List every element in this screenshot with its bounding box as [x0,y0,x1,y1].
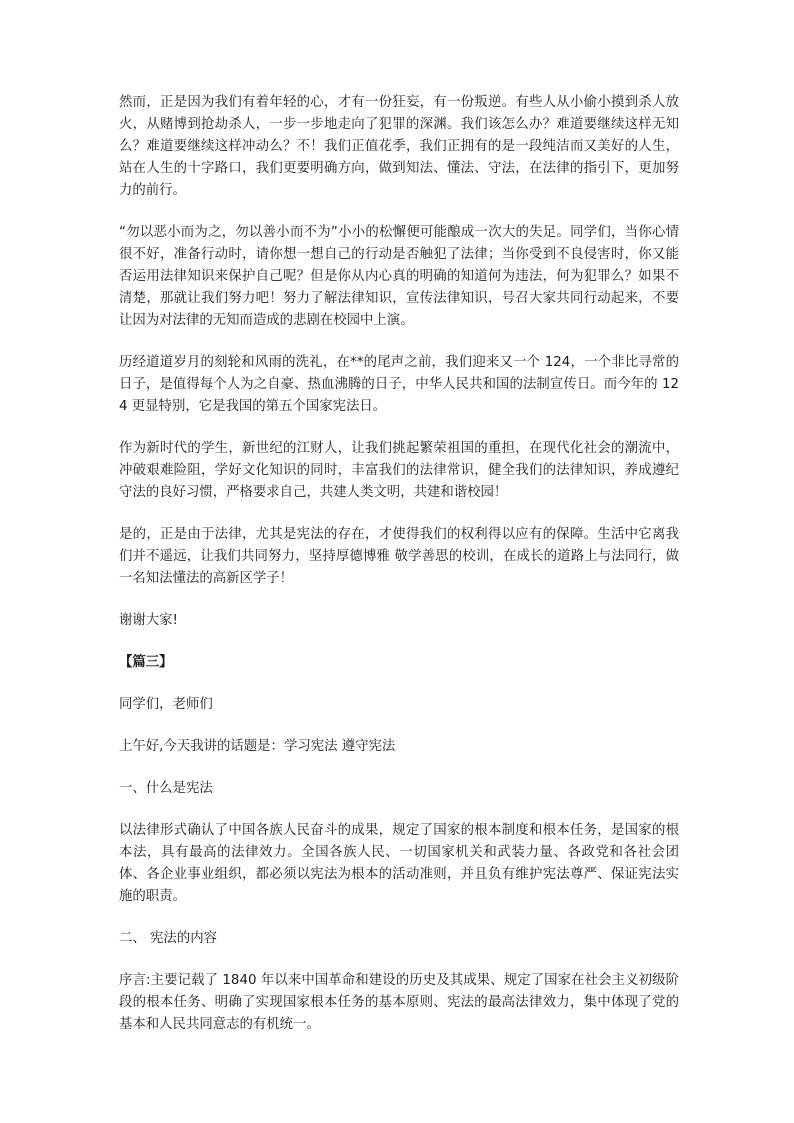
greeting: 同学们，老师们 [119,697,213,712]
paragraph-2: “勿以恶小而为之，勿以善小而不为”小小的松懈便可能酿成一次大的失足。同学们，当你心情很不好，准备行动时，请你想一想自己的行动是否触犯了法律；当你受到不良侵害时，你又能否运用法律知识来保护自己呢？但是你从内心真的明确的知道何为违法，何为犯罪么？如果不清楚，那就让我们努力吧！努力了解法律知识，宣传法律知识，号召大家共同行动起来，不要让因为对法律的无知而造成的悲剧在校园中上演。 [119,225,679,328]
section1-body: 以法律形式确认了中国各族人民奋斗的成果，规定了国家的根本制度和根本任务，是国家的根本法，具有最高的法律效力。全国各族人民、一切国家机关和武装力量、各政党和各社会团体、各企业事业组织，都必须以宪法为根本的活动准则，并且负有维护宪法尊严、保证宪法实施的职责。 [119,823,679,904]
section2-title: 二、 宪法的内容 [119,931,217,946]
section2-body: 序言:主要记载了 1840 年以来中国革命和建设的历史及其成果、规定了国家在社会主义初级阶段的根本任务、明确了实现国家根本任务的基本原则、宪法的最高法律效力，集中体现了党的基本和人民共同意志的有机统一。 [119,973,679,1032]
section-heading: 【篇三】 [119,655,173,670]
document-body [119,92,679,1056]
topic-line: 上午好,今天我讲的话题是：学习宪法 遵守宪法 [119,739,396,754]
paragraph-5: 是的，正是由于法律，尤其是宪法的存在，才使得我们的权利得以应有的保障。生活中它离我们并不遥远，让我们共同努力，坚持厚德博雅 敬学善思的校训，在成长的道路上与法同行，做一名知法懂法的高新区学子！ [119,527,679,586]
paragraph-3: 历经道道岁月的刻轮和风雨的洗礼，在**的尾声之前，我们迎来又一个 124，一个非比寻常的日子，是值得每个人为之自豪、热血沸腾的日子，中华人民共和国的法制宣传日。而今年的 124 更显特别，它是我国的第五个国家宪法日。 [119,355,679,414]
paragraph-1: 然而，正是因为我们有着年轻的心，才有一份狂妄，有一份叛逆。有些人从小偷小摸到杀人放火，从赌博到抢劫杀人，一步一步地走向了犯罪的深渊。我们该怎么办？难道要继续这样无知么？难道要继续这样冲动么？不！我们正值花季，我们正拥有的是一段纯洁而又美好的人生，站在人生的十字路口，我们更要明确方向，做到知法、懂法、守法，在法律的指引下，更加努力的前行。 [119,95,679,198]
section1-title: 一、什么是宪法 [119,781,213,796]
closing-thanks: 谢谢大家! [119,613,178,628]
paragraph-4: 作为新时代的学生，新世纪的江财人，让我们挑起繁荣祖国的重担，在现代化社会的潮流中，冲破艰难险阻，学好文化知识的同时，丰富我们的法律常识，健全我们的法律知识，养成遵纪守法的良好习惯，严格要求自己，共建人类文明，共建和谐校园！ [119,441,679,500]
